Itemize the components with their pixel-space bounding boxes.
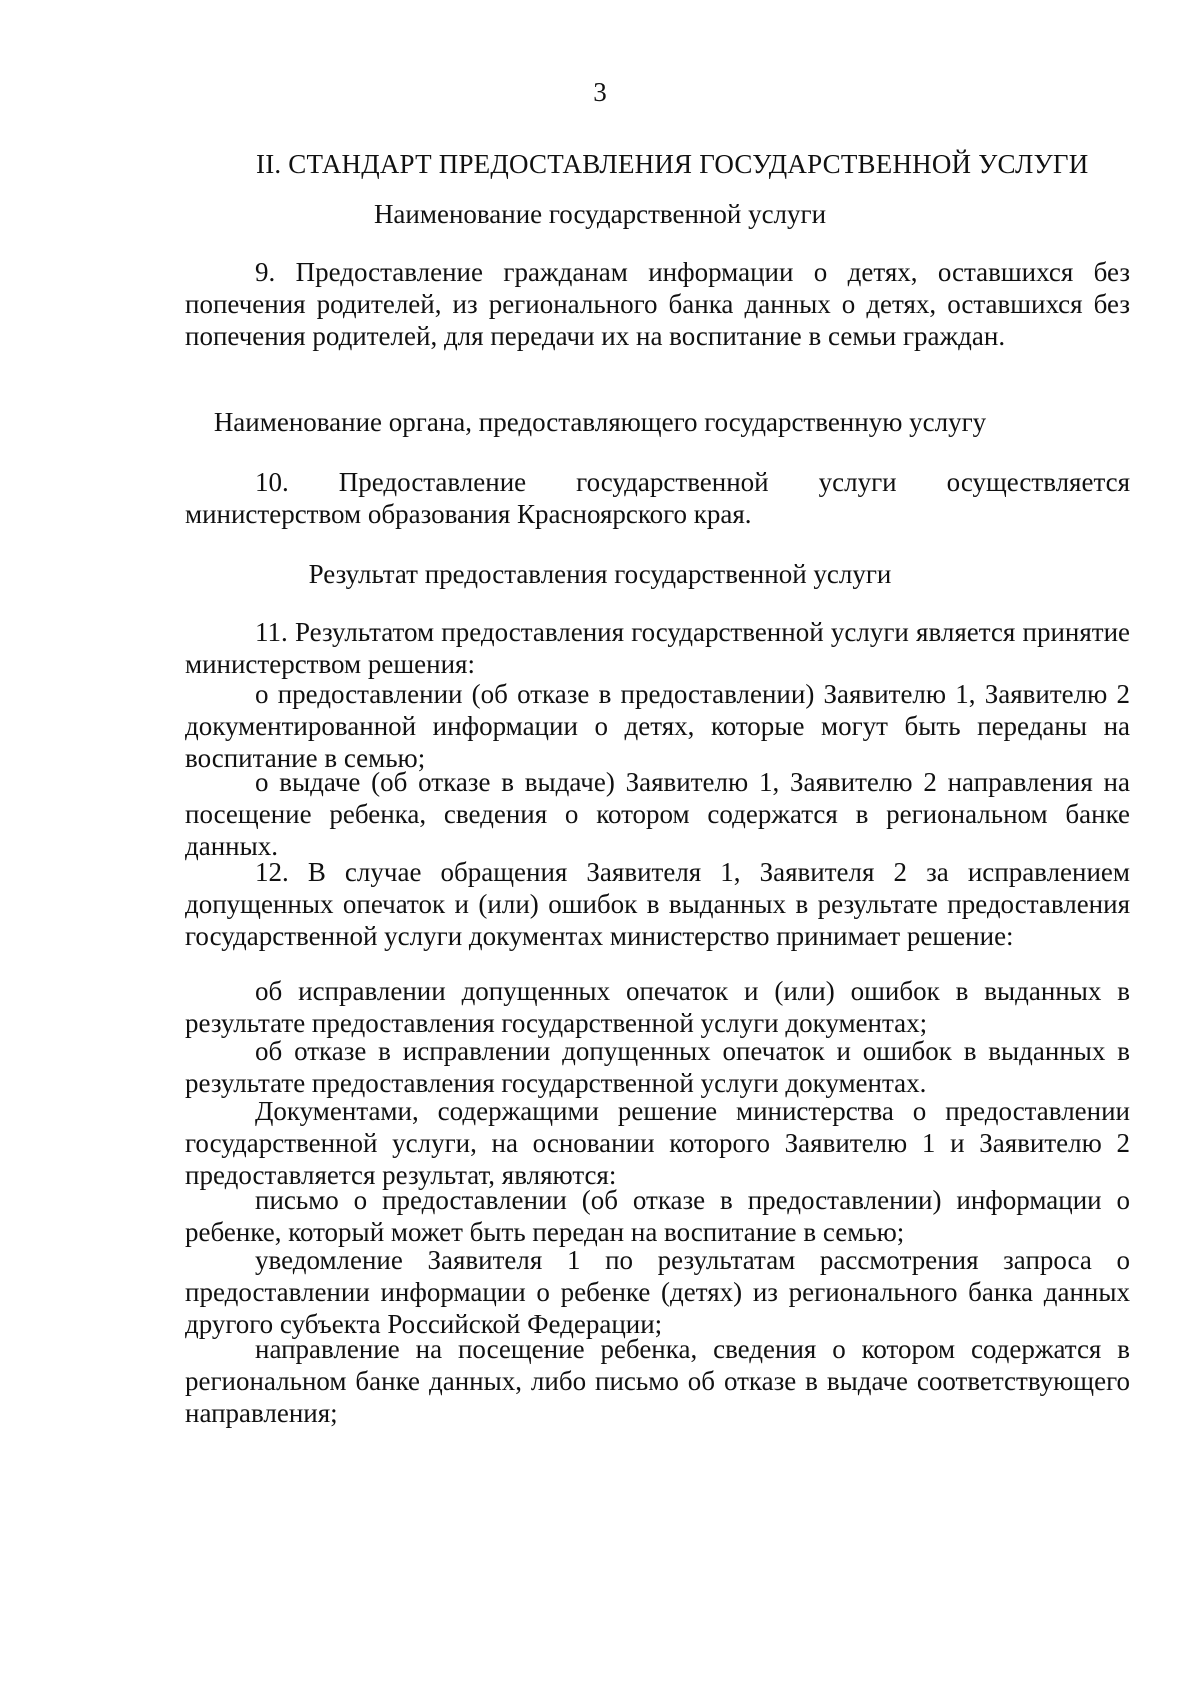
paragraph-12-item-2: об отказе в исправлении допущенных опечаток и ошибок в выданных в результате предоставления государственной услуги документах. [185,1036,1130,1098]
heading-authority-name: Наименование органа, предоставляющего государственную услугу [213,407,987,437]
paragraph-12: 12. В случае обращения Заявителя 1, Заявителя 2 за исправлением допущенных опечаток и (или) ошибок в выданных в результате предоставления государственной услуги документах министерство принимает решение: [185,857,1130,951]
page-number: 3 [593,77,607,107]
heading-service-name: Наименование государственной услуги [373,199,827,229]
heading-result: Результат предоставления государственной услуги [308,559,892,589]
section-title: II. СТАНДАРТ ПРЕДОСТАВЛЕНИЯ ГОСУДАРСТВЕННОЙ УСЛУГИ [256,149,1089,179]
paragraph-13-item-3: направление на посещение ребенка, сведения о котором содержатся в региональном банке данных, либо письмо об отказе в выдаче соответствующего направления; [185,1334,1130,1428]
paragraph-10: 10. Предоставление государственной услуги осуществляется министерством образования Красноярского края. [185,467,1130,529]
paragraph-13: Документами, содержащими решение министерства о предоставлении государственной услуги, на основании которого Заявителю 1 и Заявителю 2 предоставляется результат, являются: [185,1096,1130,1190]
paragraph-12-item-1: об исправлении допущенных опечаток и (или) ошибок в выданных в результате предоставления государственной услуги документах; [185,976,1130,1038]
paragraph-13-item-1: письмо о предоставлении (об отказе в предоставлении) информации о ребенке, который может быть передан на воспитание в семью; [185,1185,1130,1247]
paragraph-13-item-2: уведомление Заявителя 1 по результатам рассмотрения запроса о предоставлении информации о ребенке (детях) из регионального банка данных другого субъекта Российской Федерации; [185,1245,1130,1339]
paragraph-9: 9. Предоставление гражданам информации о детях, оставшихся без попечения родителей, из регионального банка данных о детях, оставшихся без попечения родителей, для передачи их на воспитание в семьи граждан. [185,257,1130,351]
paragraph-11-item-1: о предоставлении (об отказе в предоставлении) Заявителю 1, Заявителю 2 документированной информации о детях, которые могут быть переданы на воспитание в семью; [185,679,1130,773]
paragraph-11: 11. Результатом предоставления государственной услуги является принятие министерством решения: [185,617,1130,679]
paragraph-11-item-2: о выдаче (об отказе в выдаче) Заявителю 1, Заявителю 2 направления на посещение ребенка, сведения о котором содержатся в региональном банке данных. [185,767,1130,861]
